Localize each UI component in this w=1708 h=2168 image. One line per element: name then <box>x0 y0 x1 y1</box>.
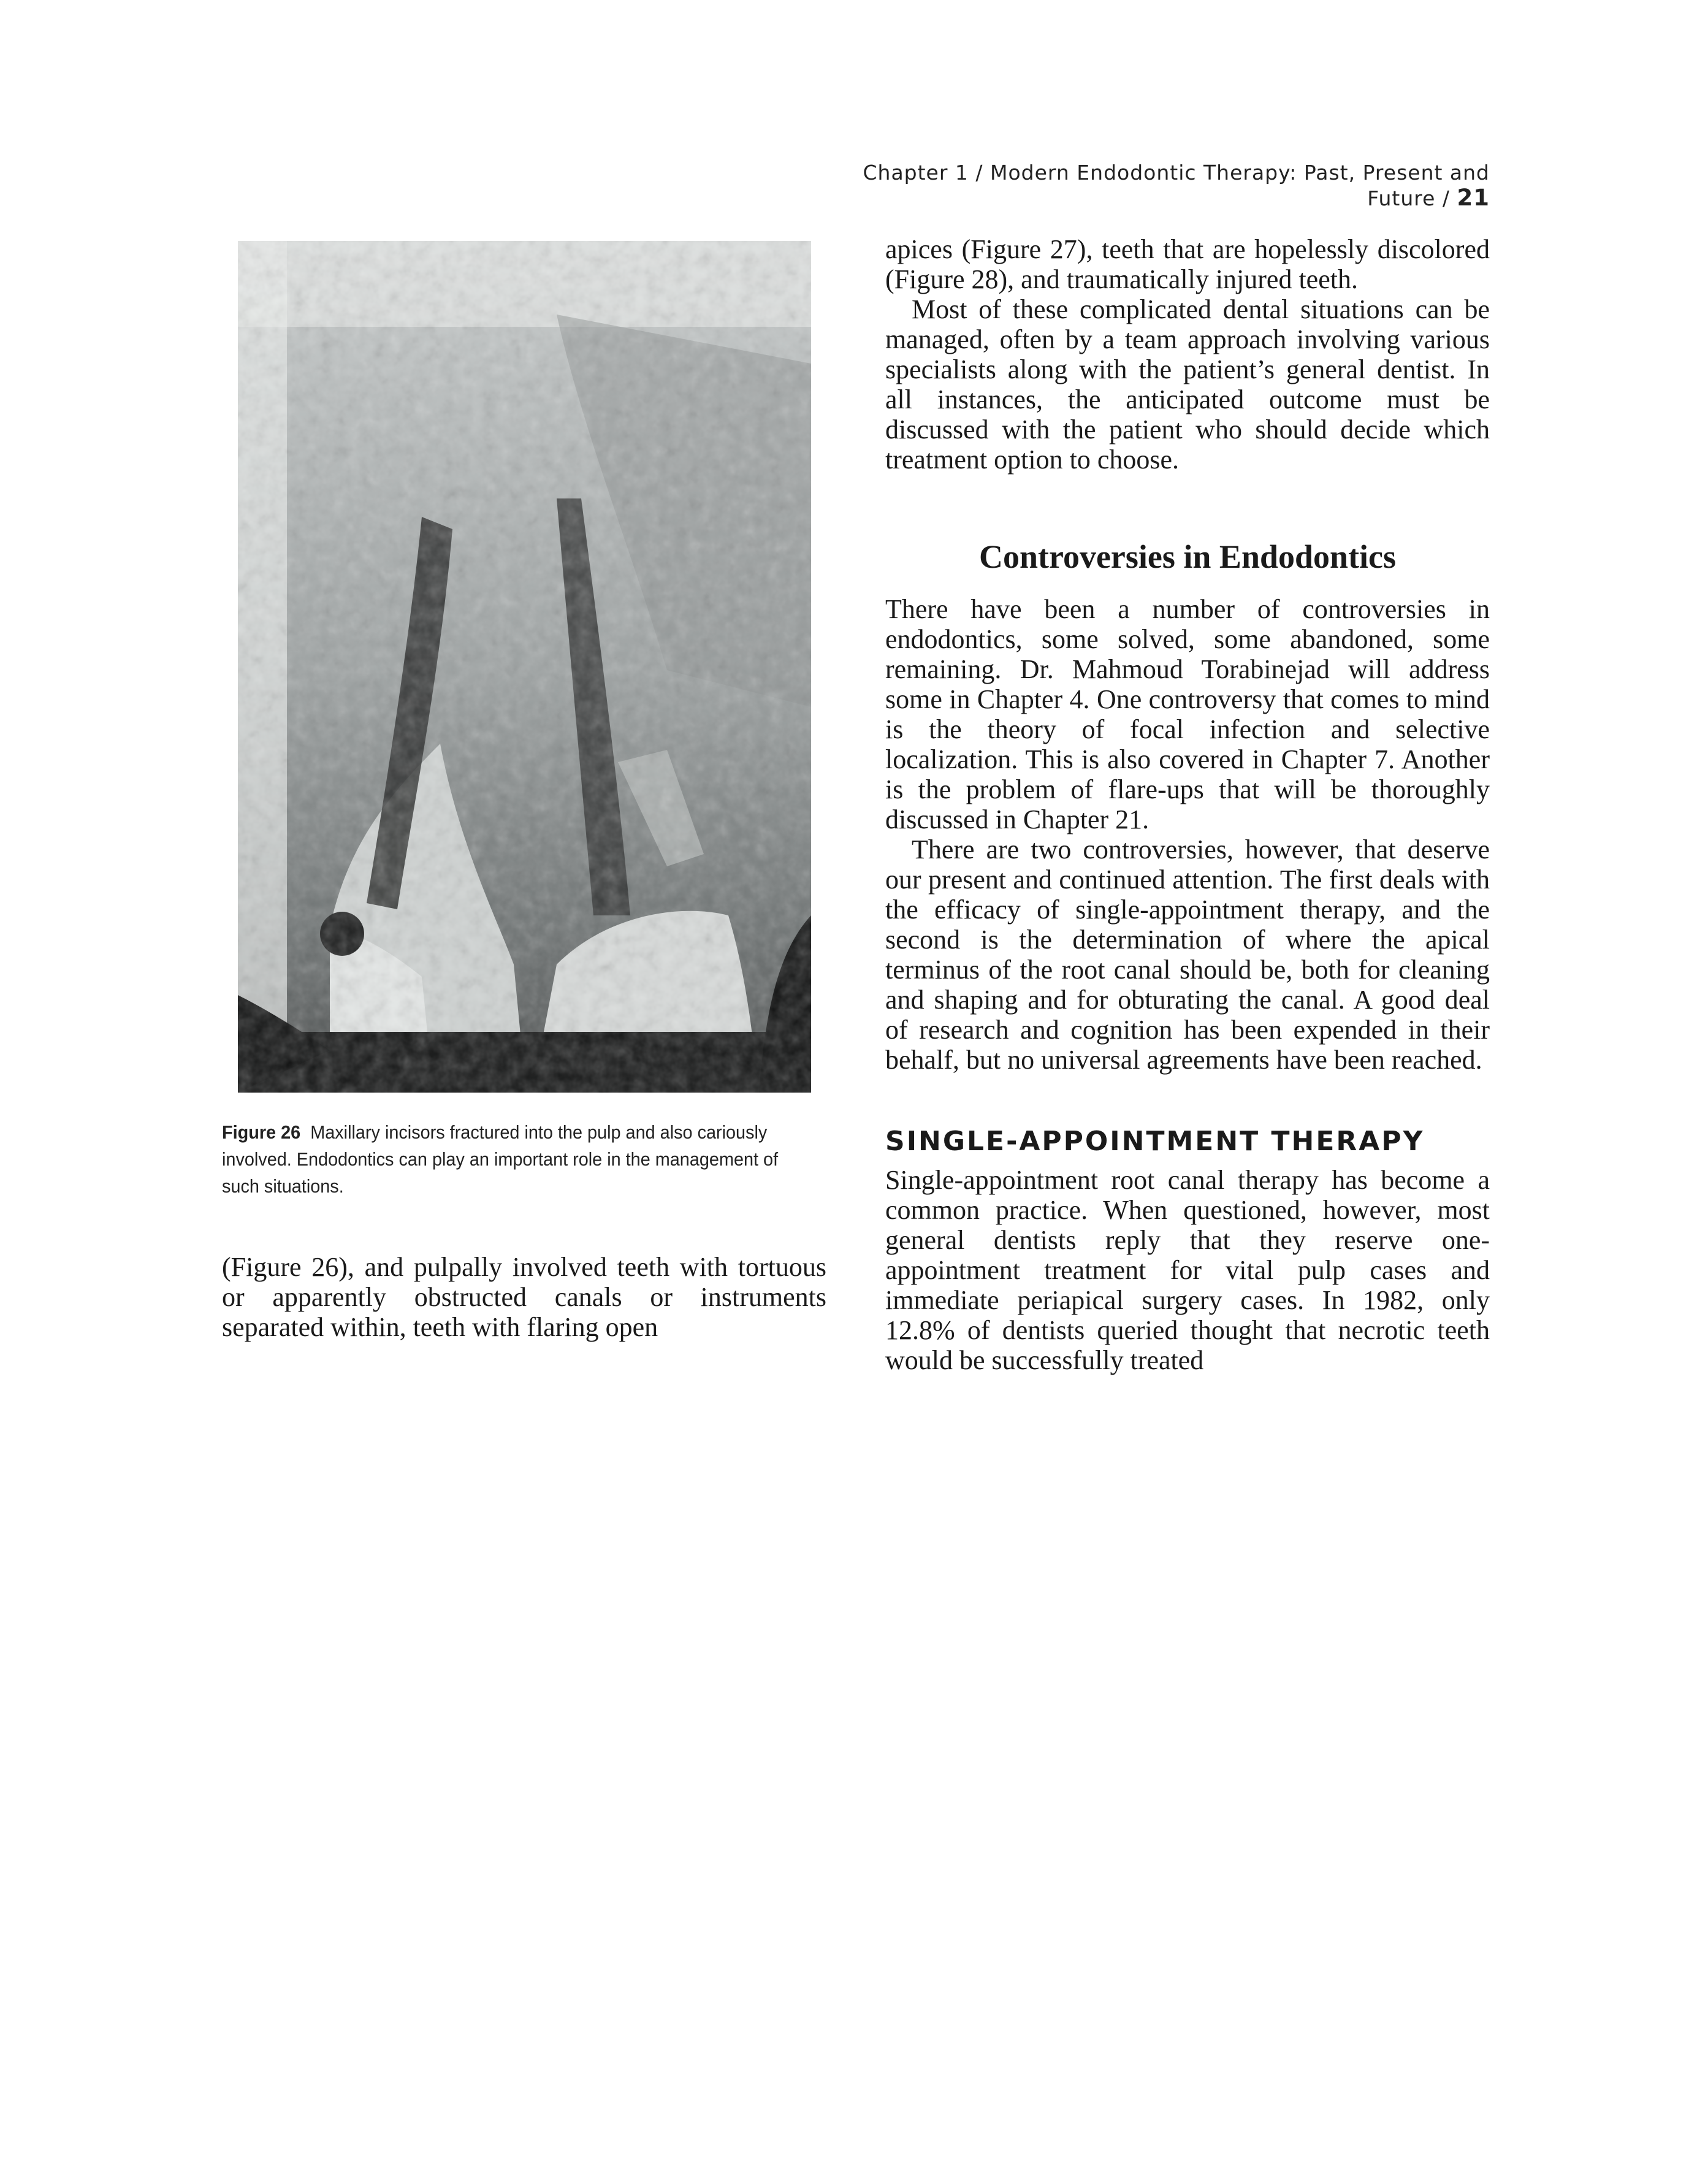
running-head <box>797 161 1490 211</box>
subsection-heading: SINGLE-APPOINTMENT THERAPY <box>885 1126 1425 1157</box>
right-column-subsection <box>885 1165 1490 1375</box>
section-paragraph-2: There are two controversies, however, that deserve our present and continued attention. The first deals with the efficacy of single-appointment therapy, and the second is the determination of where the apical terminus of the root canal should be, both for cleaning and shaping and for obturating the canal. A good deal of research and cognition has been expended in their behalf, but no universal agreements have been reached. <box>885 834 1490 1075</box>
right-column-section <box>885 594 1490 1075</box>
intro-paragraph-2: Most of these complicated dental situations can be managed, often by a team approach involving various specialists along with the patient’s general dentist. In all instances, the anticipated outcome must be discussed with the patient who should decide which treatment option to choose. <box>885 294 1490 475</box>
figure-caption <box>222 1119 784 1200</box>
intro-paragraph-1: apices (Figure 27), teeth that are hopelessly discolored (Figure 28), and traumatically injured teeth. <box>885 234 1490 294</box>
page-number: 21 <box>1457 185 1490 211</box>
figure-caption-text: Maxillary incisors fractured into the pulp and also cariously involved. Endodontics can play an important role in the management of such situations. <box>222 1121 779 1197</box>
left-column <box>222 1252 826 1342</box>
running-head-text: Chapter 1 / Modern Endodontic Therapy: Past, Present and Future / <box>863 161 1490 210</box>
left-column-paragraph: (Figure 26), and pulpally involved teeth with tortuous or apparently obstructed canals or instruments separated within, teeth with flaring open <box>222 1252 826 1342</box>
figure-label: Figure 26 <box>222 1121 301 1143</box>
radiograph-image <box>238 241 811 1093</box>
subsection-paragraph: Single-appointment root canal therapy has become a common practice. When questioned, however, most general dentists reply that they reserve one-appointment treatment for vital pulp cases and immediate periapical surgery cases. In 1982, only 12.8% of dentists queried thought that necrotic teeth would be successfully treated <box>885 1165 1490 1375</box>
section-paragraph-1: There have been a number of controversies in endodontics, some solved, some abandoned, some remaining. Dr. Mahmoud Torabinejad will address some in Chapter 4. One controversy that comes to mind is the theory of focal infection and selective localization. This is also covered in Chapter 7. Another is the problem of flare-ups that will be thoroughly discussed in Chapter 21. <box>885 594 1490 834</box>
radiograph-figure <box>238 241 811 1093</box>
section-heading: Controversies in Endodontics <box>978 538 1397 575</box>
right-column-intro <box>885 234 1490 475</box>
